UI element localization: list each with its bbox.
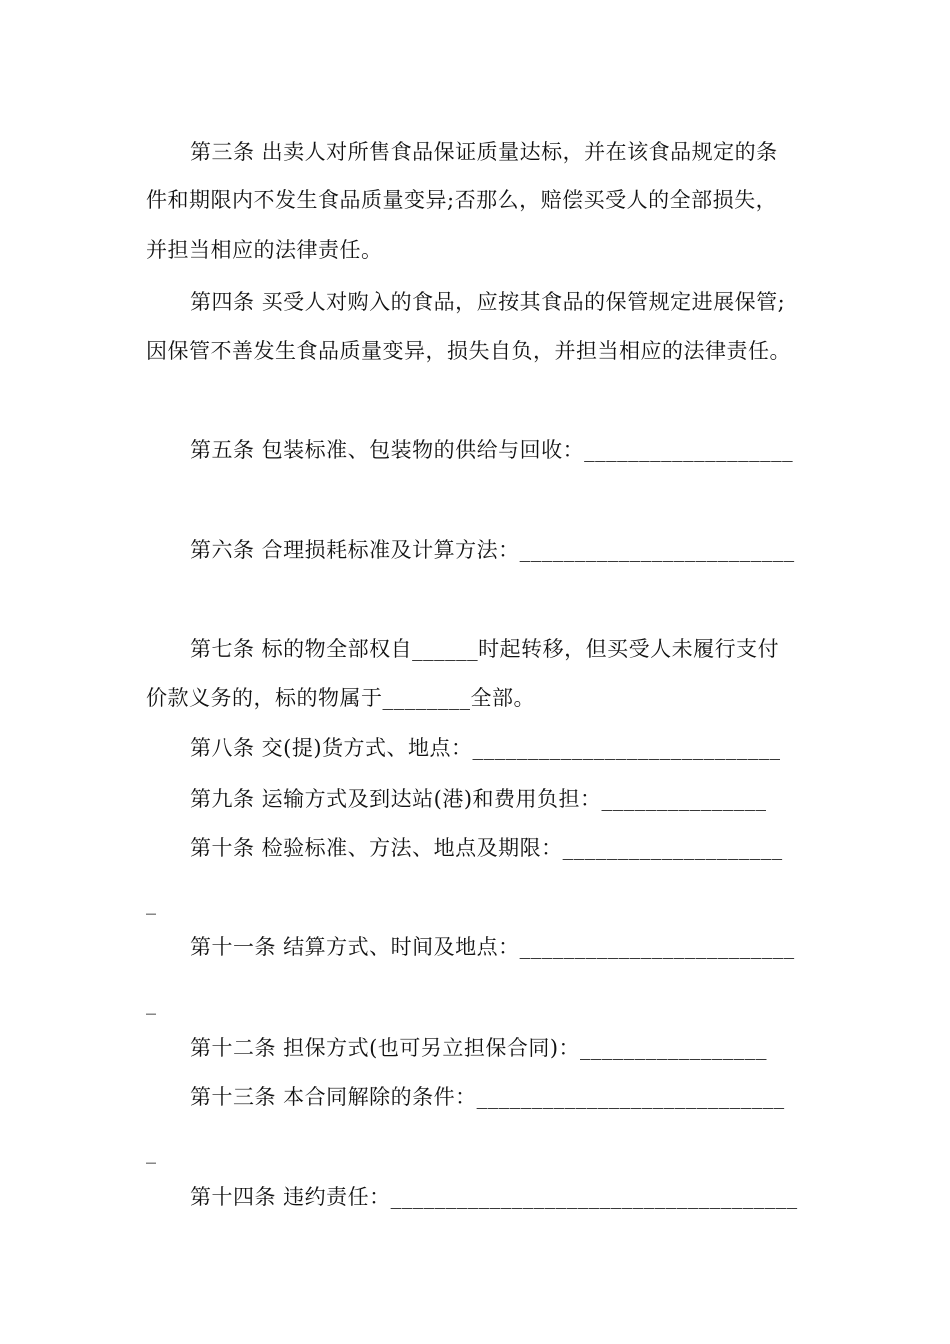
article-13-tail: _ (146, 1140, 156, 1164)
article-3-line-3: 并担当相应的法律责任。 (146, 238, 383, 262)
article-14: 第十四条 违约责任：_____________________________________ (190, 1185, 798, 1209)
article-10-tail: _ (146, 891, 156, 915)
article-13: 第十三条 本合同解除的条件：____________________________ (190, 1085, 785, 1109)
article-4-line-1: 第四条 买受人对购入的食品，应按其食品的保管规定进展保管; (190, 290, 786, 314)
article-11-tail: _ (146, 991, 156, 1015)
article-7-line-1: 第七条 标的物全部权自______时起转移，但买受人未履行支付 (190, 637, 780, 661)
article-3-line-1: 第三条 出卖人对所售食品保证质量达标，并在该食品规定的条 (190, 140, 778, 164)
article-10: 第十条 检验标准、方法、地点及期限：____________________ (190, 836, 783, 860)
article-4-line-2: 因保管不善发生食品质量变异，损失自负，并担当相应的法律责任。 (146, 339, 791, 363)
article-5: 第五条 包装标准、包装物的供给与回收：___________________ (190, 438, 794, 462)
article-12: 第十二条 担保方式(也可另立担保合同)：_________________ (190, 1036, 768, 1060)
article-11: 第十一条 结算方式、时间及地点：_________________________ (190, 935, 795, 959)
article-9: 第九条 运输方式及到达站(港)和费用负担：_______________ (190, 787, 767, 811)
article-6: 第六条 合理损耗标准及计算方法：_________________________ (190, 538, 795, 562)
article-8: 第八条 交(提)货方式、地点：____________________________ (190, 736, 781, 760)
article-7-line-2: 价款义务的，标的物属于________全部。 (146, 686, 535, 710)
article-3-line-2: 件和期限内不发生食品质量变异;否那么，赔偿买受人的全部损失， (146, 188, 778, 212)
